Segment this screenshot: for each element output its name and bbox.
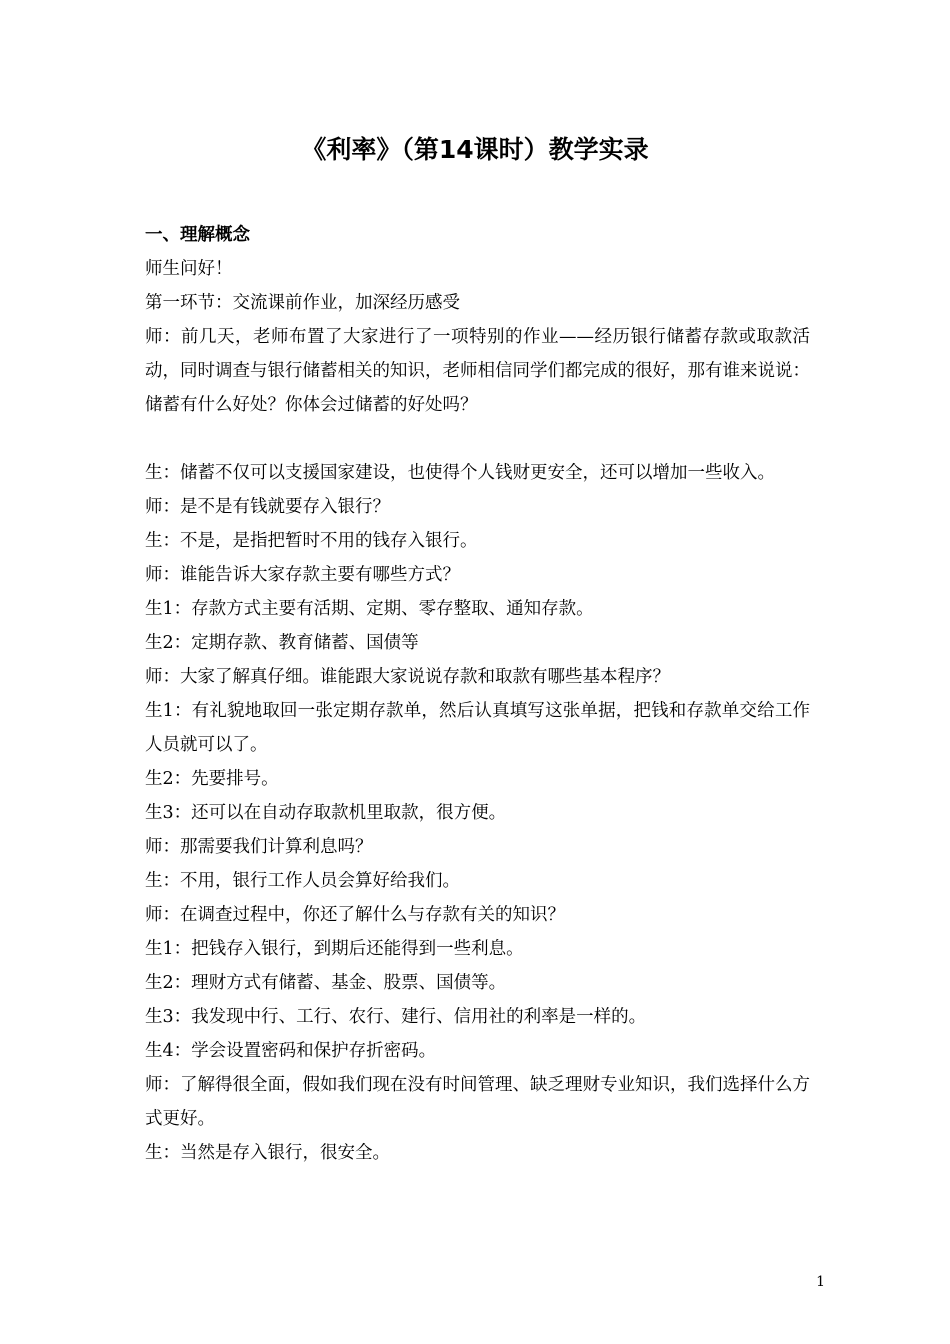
paragraph: 第一环节：交流课前作业，加深经历感受 [145, 293, 460, 313]
page-number: 1 [816, 1274, 825, 1290]
paragraph-group-dialogue [145, 456, 810, 1170]
paragraph: 师：前几天，老师布置了大家进行了一项特别的作业——经历银行储蓄存款或取款活动，同时调查与银行储蓄相关的知识，老师相信同学们都完成的很好，那有谁来说说：储蓄有什么好处？你体会过储蓄的好处吗？ [145, 327, 810, 415]
paragraph: 生4：学会设置密码和保护存折密码。 [145, 1041, 437, 1061]
paragraph: 师生问好！ [145, 259, 233, 279]
paragraph-group-intro [145, 252, 810, 422]
paragraph: 生：当然是存入银行，很安全。 [145, 1143, 390, 1163]
document-title: 《利率》（第14课时）教学实录 [301, 135, 649, 164]
paragraph: 师：了解得很全面，假如我们现在没有时间管理、缺乏理财专业知识，我们选择什么方式更好。 [145, 1075, 810, 1129]
paragraph: 师：在调查过程中，你还了解什么与存款有关的知识？ [145, 905, 565, 925]
paragraph: 生：不是，是指把暂时不用的钱存入银行。 [145, 531, 478, 551]
paragraph: 生3：还可以在自动存取款机里取款，很方便。 [145, 803, 507, 823]
paragraph: 师：是不是有钱就要存入银行？ [145, 497, 390, 517]
paragraph: 生1：有礼貌地取回一张定期存款单，然后认真填写这张单据，把钱和存款单交给工作人员就可以了。 [145, 701, 810, 755]
paragraph: 生2：理财方式有储蓄、基金、股票、国债等。 [145, 973, 507, 993]
paragraph: 生2：定期存款、教育储蓄、国债等 [145, 633, 419, 653]
blank-line [145, 422, 810, 456]
document-body [145, 218, 810, 1170]
paragraph: 生1：存款方式主要有活期、定期、零存整取、通知存款。 [145, 599, 594, 619]
paragraph: 生：储蓄不仅可以支援国家建设，也使得个人钱财更安全，还可以增加一些收入。 [145, 463, 775, 483]
paragraph: 师：谁能告诉大家存款主要有哪些方式？ [145, 565, 460, 585]
paragraph: 生3：我发现中行、工行、农行、建行、信用社的利率是一样的。 [145, 1007, 647, 1027]
section-heading: 一、理解概念 [145, 225, 250, 245]
paragraph: 生1：把钱存入银行，到期后还能得到一些利息。 [145, 939, 524, 959]
paragraph: 师：大家了解真仔细。谁能跟大家说说存款和取款有哪些基本程序？ [145, 667, 670, 687]
paragraph: 生2：先要排号。 [145, 769, 279, 789]
paragraph: 师：那需要我们计算利息吗？ [145, 837, 373, 857]
paragraph: 生：不用，银行工作人员会算好给我们。 [145, 871, 460, 891]
